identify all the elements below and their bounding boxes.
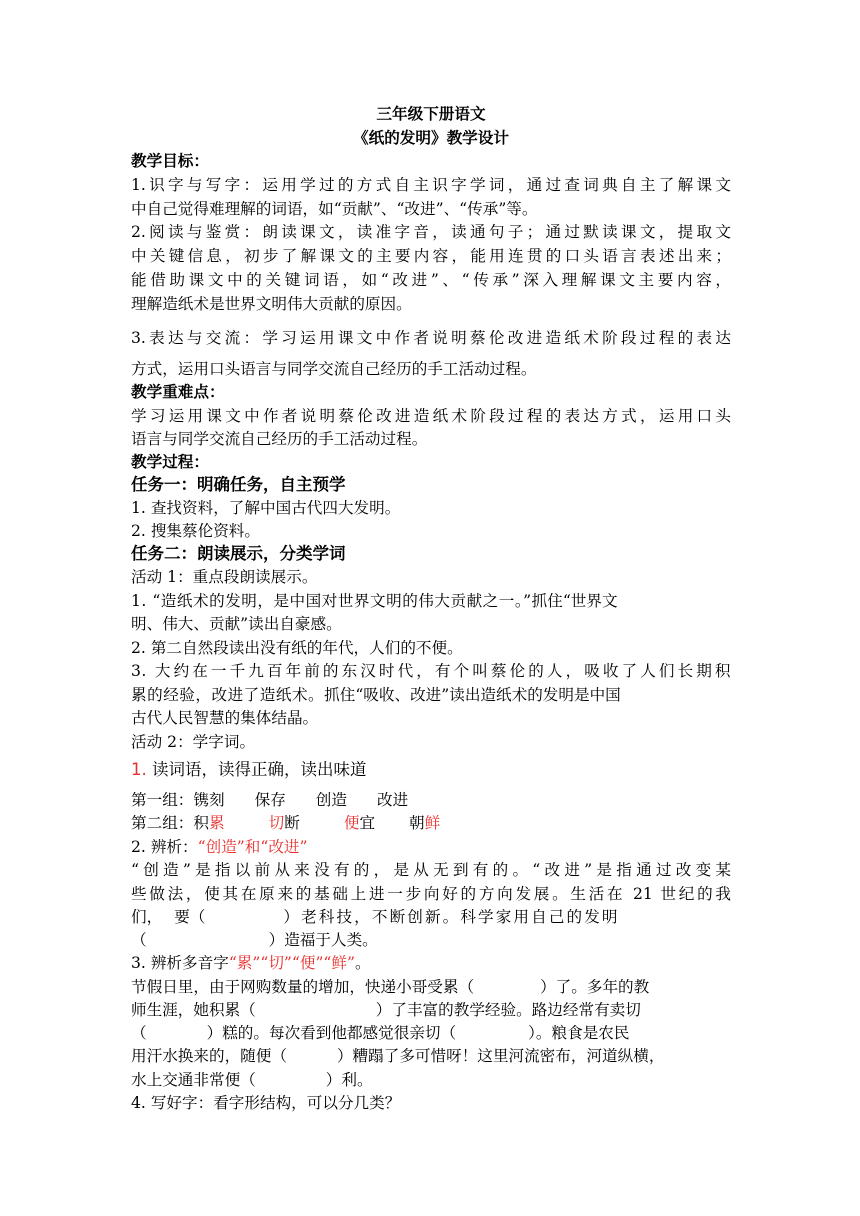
activity1-label: 活动 1：重点段朗读展示。: [131, 568, 318, 586]
polyphone-char: 累: [209, 814, 225, 832]
goal2-line1: 2.阅读与鉴赏：朗读课文，读准字音，读通句子；通过默读课文，提取文: [131, 223, 731, 241]
distinguish-line3: [131, 906, 731, 928]
task1-item1: 1. 查找资料，了解中国古代四大发明。: [131, 499, 401, 517]
goal2-line2: 中关键信息，初步了解课文的主要内容，能用连贯的口头语言表述出来；: [131, 247, 731, 265]
distinguish-text: 要（: [174, 908, 206, 926]
read-words-number: 1.: [131, 760, 147, 779]
key-points-heading: 教学重难点：: [131, 383, 225, 401]
polyphone-chars: “累”“切”“便”“鲜”: [228, 954, 355, 972]
goal3-line2: 方式，运用口头语言与同学交流自己经历的手工活动过程。: [131, 360, 537, 378]
task2-heading: 任务二：朗读展示，分类学词: [131, 544, 346, 563]
reading-item3-line2: [131, 684, 731, 706]
task1-heading: 任务一：明确任务，自主预学: [131, 475, 346, 494]
goal1-line2: 中自己觉得难理解的词语，如“贡献”、“改进”、“传承”等。: [131, 200, 538, 218]
polyphone-text: 水上交通非常便（: [131, 1071, 256, 1089]
reading-item1-quote: 1. “造纸术的发明，是中国对世界文明的伟大贡献之一。”: [131, 592, 532, 610]
polyphone-end: 。: [354, 954, 371, 972]
polyphone-text: ）利。: [325, 1071, 373, 1089]
polyphone-line5: [131, 1069, 731, 1091]
goal2-line4: 理解造纸术是世界文明伟大贡献的原因。: [131, 295, 412, 313]
reading-item1-line1: [131, 590, 731, 612]
polyphone-line3: [131, 1022, 731, 1044]
group1-word: 保存: [254, 791, 286, 809]
polyphone-line2: [131, 999, 731, 1021]
polyphone-line4: [131, 1045, 731, 1067]
goal1-line1: 1.识字与写字：运用学过的方式自主识字学词，通过查词典自主了解课文: [131, 176, 731, 194]
write-characters-item: 4. 写好字：看字形结构，可以分几类？: [131, 1094, 401, 1112]
reading-item3-note: 抓住“吸收、改进”读出造纸术的发明是中国: [324, 686, 621, 704]
polyphone-char: 鲜: [424, 814, 441, 832]
group1-word: 改进: [377, 791, 409, 809]
word-group1: [131, 789, 731, 811]
polyphone-text: ）了丰富的教学经验。路边经常有卖切: [375, 1001, 641, 1019]
polyphone-text: （: [131, 1024, 147, 1042]
distinguish-text: 们，: [131, 908, 163, 926]
group1-label: 第一组：: [131, 791, 194, 809]
distinguish-label: 2. 辨析：: [131, 838, 198, 856]
polyphone-text: ）糕的。每次看到他都感觉很亲切（: [206, 1024, 457, 1042]
polyphone-line1: [131, 976, 731, 998]
group1-word: 创造: [315, 791, 347, 809]
group2-word-char: 积: [193, 814, 209, 832]
key-points-line1: 学习运用课文中作者说明蔡伦改进造纸术阶段过程的表达方式，运用口头: [131, 407, 731, 425]
group1-word: 镌刻: [193, 791, 225, 809]
goal2-line3: 能借助课文中的关键词语，如“改进”、“传承”深入理解课文主要内容，: [131, 271, 731, 289]
key-points-line2: 语言与同学交流自己经历的手工活动过程。: [131, 430, 428, 448]
group2-label: 第二组：: [131, 814, 194, 832]
word-group2: [131, 812, 731, 834]
reading-item1-note: 抓住“世界文: [531, 592, 618, 610]
polyphone-heading: [131, 952, 731, 974]
group2-word-char: 朝: [409, 814, 425, 832]
distinguish-line2: 些做法，使其在原来的基础上进一步向好的方向发展。生活在 21 世纪的我: [131, 885, 731, 903]
reading-item2: 2. 第二自然段读出没有纸的年代，人们的不便。: [131, 639, 463, 657]
distinguish-text: ）老科技，不断创新。科学家用自己的发明: [283, 908, 620, 926]
reading-item1-line2: 明、伟大、贡献”读出自豪感。: [131, 615, 342, 633]
polyphone-text: ）糟蹋了多可惜呀！这里河流密布，河道纵横，: [336, 1047, 665, 1065]
distinguish-line1: “创造”是指以前从来没有的，是从无到有的。“改进”是指通过改变某: [131, 861, 731, 879]
polyphone-text: 用汗水换来的，随便（: [131, 1047, 287, 1065]
read-words-title: 读词语，读得正确，读出味道: [152, 760, 367, 779]
distinguish-heading: [131, 836, 731, 858]
doc-title-lesson: 《纸的发明》教学设计: [353, 129, 509, 147]
polyphone-char: 便: [343, 814, 360, 832]
reading-item3-line1: 3. 大约在一千九百年前的东汉时代，有个叫蔡伦的人，吸收了人们长期积: [131, 662, 731, 680]
reading-item3-quote: 累的经验，改进了造纸术。: [131, 686, 325, 704]
group2-word-char: 断: [284, 814, 300, 832]
reading-item3-line3: 古代人民智慧的集体结晶。: [131, 709, 319, 727]
polyphone-text: ）了。多年的教: [540, 978, 650, 996]
goal3-line1: 3.表达与交流：学习运用课文中作者说明蔡伦改进造纸术阶段过程的表达: [131, 329, 731, 347]
distinguish-words: “创造”和“改进”: [197, 838, 308, 856]
read-words-heading: [131, 759, 731, 781]
polyphone-text: 节假日里，由于网购数量的增加，快递小哥受累（: [131, 978, 475, 996]
polyphone-char: 切: [268, 814, 285, 832]
polyphone-text: ）。粮食是农民: [528, 1024, 630, 1042]
distinguish-line4: [131, 929, 731, 951]
task1-item2: 2. 搜集蔡伦资料。: [131, 522, 260, 540]
doc-title-grade: 三年级下册语文: [376, 105, 486, 123]
process-heading: 教学过程：: [131, 453, 209, 471]
group2-word-char: 宜: [359, 814, 376, 832]
polyphone-text: 师生涯，她积累（: [131, 1001, 256, 1019]
polyphone-label: 3. 辨析多音字: [131, 954, 229, 972]
goals-heading: 教学目标：: [131, 152, 209, 170]
distinguish-text: （: [131, 931, 147, 949]
activity2-label: 活动 2：学字词。: [131, 733, 256, 751]
distinguish-text: ）造福于人类。: [268, 931, 378, 949]
